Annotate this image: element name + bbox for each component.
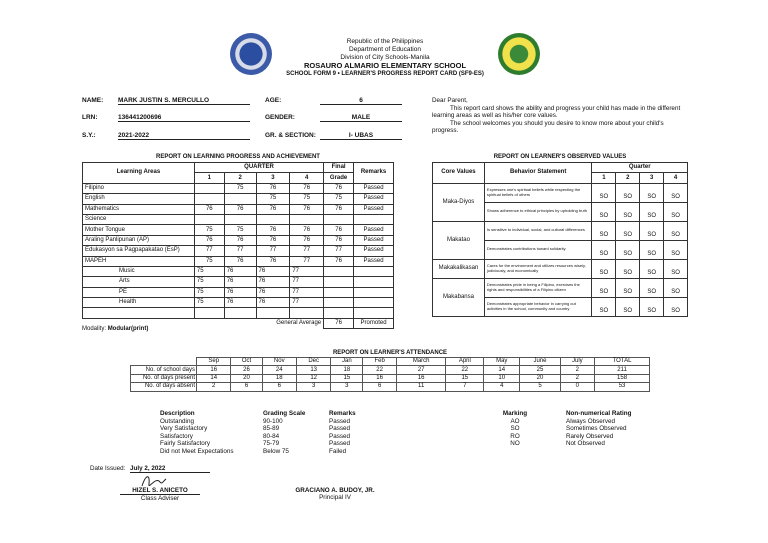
legend-mark: AO: [510, 417, 520, 425]
legend-description: Did not Meet Expectations: [160, 447, 234, 455]
attendance-label: No. of school days: [131, 366, 197, 374]
general-average: 76: [324, 318, 354, 328]
progress-row: [83, 214, 394, 224]
value-mark: SO: [640, 278, 664, 297]
legend-scale: 85-89: [263, 425, 280, 433]
lrn-label: LRN:: [82, 114, 98, 121]
behavior-statement: Demonstrates pride in being a Filipino, exercises the rights and responsibilities of a Filipino citizen: [484, 278, 592, 297]
attendance-value: 2: [560, 366, 594, 374]
mapeh-subrow: [83, 277, 394, 287]
value-mark: SO: [592, 240, 616, 259]
quarter-grade: [194, 214, 224, 224]
attendance-value: 14: [484, 366, 520, 374]
legend-remark: Passed: [329, 432, 351, 440]
value-mark: SO: [640, 202, 664, 221]
col-q3: 3: [256, 173, 290, 183]
attendance-label: No. of days present: [131, 374, 197, 382]
legend-description: Satisfactory: [160, 432, 193, 440]
attendance-value: 11: [396, 383, 446, 391]
value-mark: SO: [640, 297, 664, 316]
student-gender: MALE: [320, 114, 402, 122]
header-line-2: Department of Education: [349, 46, 421, 53]
final-grade: 76: [324, 225, 354, 235]
quarter-grade: 76: [224, 298, 256, 308]
month-header: May: [484, 358, 520, 366]
col-final: Final: [324, 163, 354, 173]
date-issued: July 2, 2022: [130, 465, 210, 473]
attendance-value: 0: [560, 383, 594, 391]
empty-cell: [354, 287, 394, 297]
quarter-grade: 75: [194, 225, 224, 235]
month-header: Dec: [296, 358, 330, 366]
progress-row: [83, 246, 394, 256]
quarter-grade: 76: [194, 235, 224, 245]
remarks: Passed: [354, 194, 394, 204]
attendance-header-row: [131, 358, 650, 366]
gender-label: GENDER:: [265, 114, 295, 121]
final-grade: 76: [324, 204, 354, 214]
behavior-statement: Demonstrates appropriate behavior in carrying out activities in the school, community and country: [484, 297, 592, 316]
progress-row: [83, 204, 394, 214]
quarter-grade: 77: [290, 246, 324, 256]
values-title: REPORT ON LEARNER'S OBSERVED VALUES: [493, 154, 627, 160]
legend-mark: RO: [510, 432, 520, 440]
quarter-grade: 76: [256, 266, 290, 276]
legend-remark: Passed: [329, 417, 351, 425]
behavior-statement: Demonstrates contributions toward solidarity: [484, 240, 592, 259]
quarter-grade: [256, 214, 290, 224]
quarter-grade: 77: [224, 246, 256, 256]
attendance-label: No. of days absent: [131, 383, 197, 391]
mapeh-subrow: [83, 298, 394, 308]
quarter-grade: 76: [256, 235, 290, 245]
quarter-grade: [224, 194, 256, 204]
learning-area: Science: [83, 214, 195, 224]
general-average-label: General Average: [276, 320, 322, 327]
legend-description: Outstanding: [160, 417, 194, 425]
progress-row: [83, 194, 394, 204]
grade-label: GR. & SECTION:: [265, 132, 316, 139]
attendance-value: 18: [262, 374, 296, 382]
value-mark: SO: [592, 259, 616, 278]
legend-remark: Failed: [329, 447, 347, 455]
remarks: Passed: [354, 225, 394, 235]
behavior-statement: Expresses one's spiritual beliefs while respecting the spiritual beliefs of others: [484, 183, 592, 202]
final-grade: 76: [324, 235, 354, 245]
final-grade: 77: [324, 246, 354, 256]
mapeh-component: PE: [83, 287, 195, 297]
legend-scale: 75-79: [263, 440, 280, 448]
quarter-grade: 75: [256, 194, 290, 204]
attendance-value: 2: [560, 374, 594, 382]
mapeh-component: Music: [83, 266, 195, 276]
value-mark: SO: [664, 221, 688, 240]
attendance-value: 3: [331, 383, 363, 391]
empty-cell: [324, 266, 354, 276]
attendance-value: 10: [484, 374, 520, 382]
behavior-statement: Shows adherence to ethical principles by upholding truth: [484, 202, 592, 221]
quarter-grade: 75: [194, 266, 224, 276]
value-mark: SO: [640, 240, 664, 259]
month-header: June: [520, 358, 560, 366]
letter-greeting: Dear Parent,: [432, 97, 468, 104]
attendance-value: 16: [396, 374, 446, 382]
value-mark: SO: [640, 259, 664, 278]
letter-paragraph-2: The school welcomes you should you desire to know more about your child's progress.: [432, 119, 664, 135]
attendance-value: 7: [446, 383, 484, 391]
final-grade: 76: [324, 256, 354, 266]
learning-area: Araling Panlipunan (AP): [83, 235, 195, 245]
attendance-value: 24: [262, 366, 296, 374]
core-value: Makakalikasan: [433, 259, 485, 278]
quarter-grade: 75: [194, 277, 224, 287]
date-issued-label: Date Issued:: [90, 465, 126, 472]
behavior-statement: Is sensitive to individual, social, and cultural differences: [484, 221, 592, 240]
month-header: TOTAL: [595, 358, 650, 366]
empty-cell: [354, 298, 394, 308]
school-logo: [498, 33, 540, 75]
empty-cell: [324, 298, 354, 308]
quarter-grade: 75: [224, 183, 256, 193]
empty-cell: [83, 308, 195, 318]
attendance-value: 6: [231, 383, 262, 391]
header-line-1: Republic of the Philippines: [346, 38, 424, 45]
col-values-quarter: Quarter: [592, 163, 688, 173]
col-vq1: 1: [592, 173, 616, 183]
legend-remark: Passed: [329, 425, 351, 433]
remarks: Passed: [354, 183, 394, 193]
attendance-value: 25: [520, 366, 560, 374]
quarter-grade: 77: [194, 246, 224, 256]
legend-rating: Sometimes Observed: [566, 425, 627, 433]
attendance-value: 6: [262, 383, 296, 391]
col-q2: 2: [224, 173, 256, 183]
quarter-grade: [224, 214, 256, 224]
attendance-value: 13: [296, 366, 330, 374]
attendance-value: 20: [520, 374, 560, 382]
value-mark: SO: [616, 297, 640, 316]
legend-description: Very Satisfactory: [160, 425, 208, 433]
col-q4: 4: [290, 173, 324, 183]
attendance-value: 26: [231, 366, 262, 374]
quarter-grade: 75: [224, 225, 256, 235]
remarks: Passed: [354, 246, 394, 256]
form-title: SCHOOL FORM 9 • LEARNER'S PROGRESS REPORT CARD (SF9-ES): [286, 71, 484, 77]
attendance-value: 2: [197, 383, 231, 391]
empty-cell: [324, 287, 354, 297]
name-label: NAME:: [82, 97, 104, 104]
remarks: [354, 214, 394, 224]
principal-name: GRACIANO A. BUDOY, JR.: [295, 487, 375, 494]
attendance-value: 22: [446, 366, 484, 374]
value-mark: SO: [616, 259, 640, 278]
blank-row: [83, 308, 394, 318]
empty-cell: [290, 308, 324, 318]
legend-scale: 90-100: [263, 417, 283, 425]
student-name: MARK JUSTIN S. MERCULLO: [118, 97, 250, 105]
quarter-grade: 76: [256, 298, 290, 308]
quarter-grade: 76: [224, 287, 256, 297]
value-mark: SO: [616, 240, 640, 259]
empty-cell: [324, 277, 354, 287]
attendance-value: 16: [197, 366, 231, 374]
value-mark: SO: [592, 278, 616, 297]
legend-mark: NO: [510, 440, 520, 448]
value-mark: SO: [664, 240, 688, 259]
quarter-grade: 76: [290, 183, 324, 193]
value-mark: SO: [640, 183, 664, 202]
quarter-grade: 75: [194, 298, 224, 308]
final-grade: 76: [324, 183, 354, 193]
progress-row: [83, 256, 394, 266]
learning-area: MAPEH: [83, 256, 195, 266]
month-header: Oct: [231, 358, 262, 366]
attendance-value: 18: [331, 366, 363, 374]
empty-cell: [194, 308, 224, 318]
month-header: April: [446, 358, 484, 366]
attendance-value: 3: [296, 383, 330, 391]
core-value: Maka-Diyos: [433, 183, 485, 221]
behavior-statement: Cares for the environment and utilizes resources wisely, judiciously, and economically: [484, 259, 592, 278]
col-core-values: Core Values: [433, 163, 485, 184]
quarter-grade: 77: [290, 287, 324, 297]
attendance-value: 20: [231, 374, 262, 382]
value-mark: SO: [664, 278, 688, 297]
marking-legend: [500, 410, 666, 448]
attendance-value: 22: [363, 366, 397, 374]
empty-cell: [354, 277, 394, 287]
legend-rating: Rarely Observed: [566, 432, 614, 440]
values-table: [432, 162, 688, 317]
values-row: [433, 259, 688, 278]
student-age: 6: [320, 97, 402, 105]
attendance-value: 4: [484, 383, 520, 391]
legend-marking-header: Marking: [502, 410, 528, 417]
learning-area: Mathematics: [83, 204, 195, 214]
modality-value: Modular(print): [107, 326, 149, 332]
quarter-grade: 75: [194, 287, 224, 297]
quarter-grade: 77: [290, 298, 324, 308]
mapeh-component: Arts: [83, 277, 195, 287]
mapeh-subrow: [83, 287, 394, 297]
col-q1: 1: [194, 173, 224, 183]
progress-row: [83, 235, 394, 245]
quarter-grade: 76: [256, 287, 290, 297]
quarter-grade: 77: [290, 256, 324, 266]
col-vq2: 2: [616, 173, 640, 183]
sy-label: S.Y.:: [82, 132, 96, 139]
quarter-grade: 76: [224, 204, 256, 214]
remarks: Passed: [354, 235, 394, 245]
age-label: AGE:: [265, 97, 282, 104]
remarks: Passed: [354, 204, 394, 214]
quarter-grade: 76: [256, 277, 290, 287]
grading-legend: [160, 410, 389, 456]
school-year: 2021-2022: [118, 132, 250, 140]
learning-area: Edukasyon sa Pagpapakatao (EsP): [83, 246, 195, 256]
quarter-grade: 76: [256, 256, 290, 266]
remarks: Passed: [354, 256, 394, 266]
value-mark: SO: [592, 202, 616, 221]
attendance-value: 15: [446, 374, 484, 382]
header-line-3: Division of City Schools-Manila: [340, 54, 430, 61]
month-header: Sep: [197, 358, 231, 366]
col-vq4: 4: [664, 173, 688, 183]
progress-row: [83, 225, 394, 235]
attendance-value: 14: [197, 374, 231, 382]
quarter-grade: 76: [224, 277, 256, 287]
learning-area: English: [83, 194, 195, 204]
final-grade: [324, 214, 354, 224]
legend-rating: Always Observed: [566, 417, 615, 425]
legend-remarks-header: Remarks: [329, 410, 356, 417]
col-quarter: QUARTER: [194, 163, 323, 173]
month-header: July: [560, 358, 594, 366]
legend-scale: 80-84: [263, 432, 280, 440]
attendance-value: 16: [363, 374, 397, 382]
value-mark: SO: [616, 183, 640, 202]
core-value: Makabansa: [433, 278, 485, 316]
quarter-grade: 76: [290, 225, 324, 235]
quarter-grade: 75: [290, 194, 324, 204]
quarter-grade: 76: [224, 256, 256, 266]
adviser-name: HIZEL S. ANICETO: [120, 487, 200, 495]
attendance-table: [130, 357, 650, 392]
attendance-value: 53: [595, 383, 650, 391]
legend-mark: SO: [510, 425, 520, 433]
col-vq3: 3: [640, 173, 664, 183]
quarter-grade: 77: [290, 266, 324, 276]
month-header: Feb: [363, 358, 397, 366]
attendance-title: REPORT ON LEARNER'S ATTENDANCE: [332, 350, 448, 356]
quarter-grade: 76: [256, 225, 290, 235]
quarter-grade: [194, 194, 224, 204]
attendance-value: 211: [595, 366, 650, 374]
col-grade: Grade: [324, 173, 354, 183]
value-mark: SO: [664, 183, 688, 202]
legend-remark: Passed: [329, 440, 351, 448]
value-mark: SO: [592, 297, 616, 316]
empty-cell: [354, 308, 394, 318]
value-mark: SO: [592, 183, 616, 202]
letter-paragraph-1: This report card shows the ability and progress your child has made in the different learning areas as well as his/her core values.: [432, 104, 681, 120]
col-remarks: Remarks: [354, 163, 394, 184]
legend-scale-header: Grading Scale: [263, 410, 306, 417]
legend-description: Fairly Satisfactory: [160, 440, 211, 448]
mapeh-subrow: [83, 266, 394, 276]
value-mark: SO: [640, 221, 664, 240]
value-mark: SO: [616, 278, 640, 297]
modality-label: Modality:: [82, 326, 107, 332]
progress-table: [82, 162, 394, 329]
learning-area: Mother Tongue: [83, 225, 195, 235]
value-mark: SO: [664, 259, 688, 278]
month-header: Jan: [331, 358, 363, 366]
legend-desc-header: Description: [160, 410, 195, 417]
empty-cell: [224, 308, 256, 318]
value-mark: SO: [616, 221, 640, 240]
legend-rating: Not Observed: [566, 440, 605, 448]
quarter-grade: 76: [256, 204, 290, 214]
values-row: [433, 221, 688, 240]
general-remarks: Promoted: [354, 318, 394, 328]
attendance-row: [131, 366, 650, 374]
grade-section: I- UBAS: [320, 132, 402, 140]
attendance-value: 158: [595, 374, 650, 382]
quarter-grade: [290, 214, 324, 224]
legend-scale: Below 75: [263, 447, 289, 455]
mapeh-component: Health: [83, 298, 195, 308]
values-row: [433, 183, 688, 202]
learning-area: Filipino: [83, 183, 195, 193]
values-row: [433, 278, 688, 297]
value-mark: SO: [616, 202, 640, 221]
quarter-grade: 77: [256, 246, 290, 256]
legend-nonnum-header: Non-numerical Rating: [566, 410, 632, 417]
attendance-value: 27: [396, 366, 446, 374]
empty-cell: [354, 266, 394, 276]
student-lrn: 136441200696: [118, 114, 250, 122]
attendance-value: 5: [520, 383, 560, 391]
empty-cell: [324, 308, 354, 318]
progress-title: REPORT ON LEARNING PROGRESS AND ACHIEVEMENT: [156, 154, 320, 160]
month-header: Nov: [262, 358, 296, 366]
quarter-grade: 76: [224, 266, 256, 276]
empty-cell: [131, 358, 197, 366]
quarter-grade: 76: [256, 183, 290, 193]
core-value: Makatao: [433, 221, 485, 259]
attendance-value: 15: [331, 374, 363, 382]
deped-seal: [230, 33, 272, 75]
col-behavior: Behavior Statement: [484, 163, 592, 184]
attendance-value: 12: [296, 374, 330, 382]
quarter-grade: 77: [290, 277, 324, 287]
value-mark: SO: [664, 297, 688, 316]
final-grade: 75: [324, 194, 354, 204]
month-header: March: [396, 358, 446, 366]
attendance-row: [131, 383, 650, 391]
quarter-grade: 76: [290, 204, 324, 214]
attendance-row: [131, 374, 650, 382]
value-mark: SO: [592, 221, 616, 240]
quarter-grade: 75: [194, 256, 224, 266]
col-learning-areas: Learning Areas: [83, 163, 195, 184]
attendance-value: 6: [363, 383, 397, 391]
adviser-role: Class Adviser: [140, 495, 180, 502]
progress-row: [83, 183, 394, 193]
quarter-grade: [194, 183, 224, 193]
empty-cell: [256, 308, 290, 318]
quarter-grade: 76: [224, 235, 256, 245]
quarter-grade: 76: [290, 235, 324, 245]
school-name: ROSAURO ALMARIO ELEMENTARY SCHOOL: [303, 61, 467, 70]
value-mark: SO: [664, 202, 688, 221]
principal-role: Principal IV: [319, 494, 351, 501]
quarter-grade: 76: [194, 204, 224, 214]
